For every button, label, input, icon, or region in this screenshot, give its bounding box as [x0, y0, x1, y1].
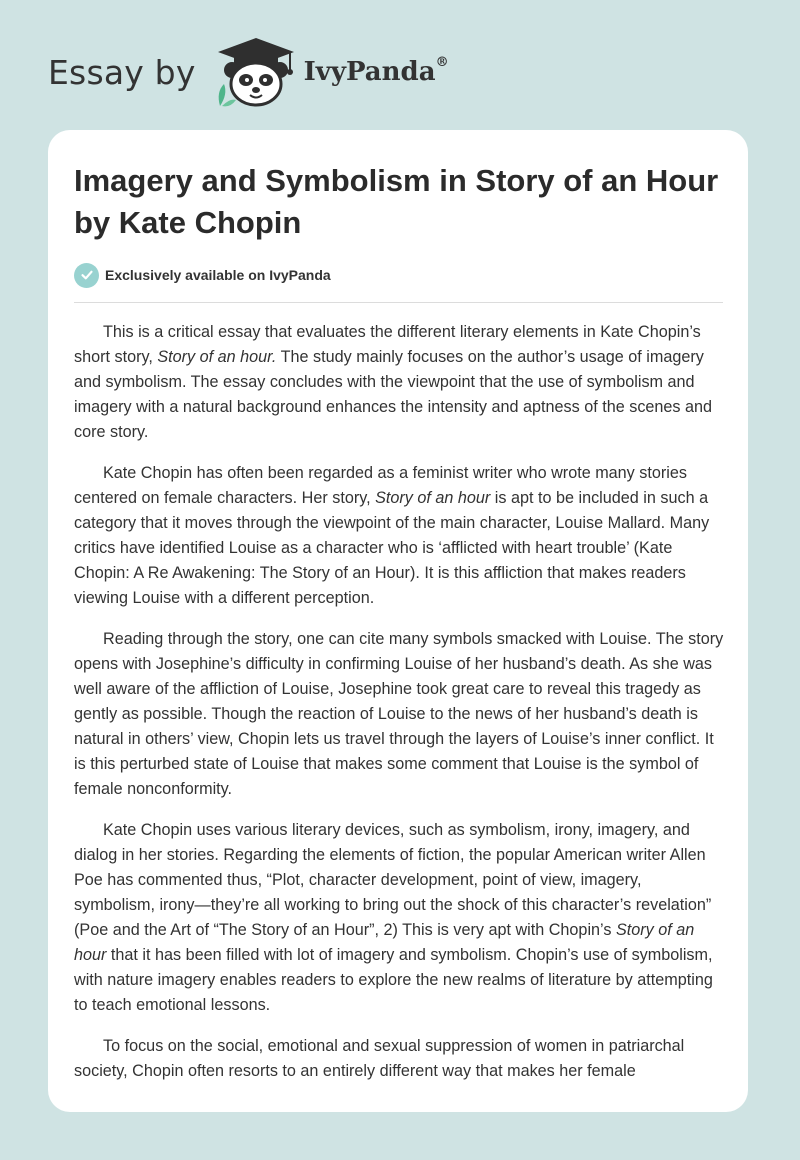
essay-card [48, 130, 748, 1112]
paragraph-text: This is a critical essay that evaluates the different literary elements in Kate Chopin’s short story, [74, 323, 701, 366]
essay-paragraph [74, 627, 726, 802]
essay-body [74, 320, 726, 1100]
paragraph-text: The study mainly focuses on the author’s usage of imagery and symbolism. The essay concludes with the viewpoint that the use of symbolism and imagery with a natural background enhances the intensity and aptness of the scenes and core story. [74, 348, 713, 441]
paragraph-text: To focus on the social, emotional and sexual suppression of women in patriarchal society, Chopin often resorts to an entirely different way that makes her female [74, 1037, 685, 1080]
italic-title-text: Story of an hour [74, 921, 695, 964]
panda-graduate-logo-icon [210, 36, 302, 108]
paragraph-text: Kate Chopin uses various literary devices, such as symbolism, irony, imagery, and dialog in her stories. Regarding the elements of fiction, the popular American writer Allen Poe has commented thus, “Plot, character development, point of view, imagery, symbolism, irony—they’re all working to bring out the shock of this character’s revelation” (Poe and the Art of “The Story of an Hour”, 2) This is very apt with Chopin’s [74, 821, 712, 939]
exclusive-badge-label: Exclusively available on IvyPanda [105, 267, 331, 283]
essay-title: Imagery and Symbolism in Story of an Hour by Kate Chopin [74, 163, 719, 240]
paragraph-text: is apt to be included in such a category that it moves through the viewpoint of the main character, Louise Mallard. Many critics have identified Louise as a character who is ‘afflicted with heart trouble’ (Kate Chopin: A Re Awakening: The Story of an Hour). It is this affliction that makes readers viewing Louise with a different perception. [74, 489, 710, 607]
essay-paragraph [74, 320, 726, 445]
brand-header[interactable] [48, 36, 449, 108]
exclusive-badge [74, 262, 331, 288]
paragraph-text: Kate Chopin has often been regarded as a feminist writer who wrote many stories centered on female characters. Her story, [74, 464, 687, 507]
italic-title-text: Story of an hour. [157, 348, 277, 366]
divider [74, 302, 723, 303]
paragraph-text: Reading through the story, one can cite many symbols smacked with Louise. The story opens with Josephine’s difficulty in confirming Louise of her husband’s death. As she was well aware of the affliction of Louise, Josephine took great care to reveal this tragedy as gently as possible. Though the reaction of Louise to the news of her husband’s death is natural in others’ view, Chopin lets us travel through the layers of Louise’s inner conflict. It is this perturbed state of Louise that makes some comment that Louise is the symbol of female nonconformity. [74, 630, 724, 798]
checkmark-icon [74, 263, 99, 288]
essay-paragraph [74, 818, 726, 1018]
essay-paragraph [74, 1034, 726, 1084]
brand-prefix: Essay by [48, 52, 196, 92]
registered-mark: ® [435, 55, 449, 71]
essay-paragraph [74, 461, 726, 611]
brand-name: IvyPanda® [303, 55, 449, 87]
paragraph-text: that it has been filled with lot of imagery and symbolism. Chopin’s use of symbolism, with nature imagery enables readers to explore the new realms of literature by attempting to teach emotional lessons. [74, 946, 713, 1014]
italic-title-text: Story of an hour [375, 489, 491, 507]
